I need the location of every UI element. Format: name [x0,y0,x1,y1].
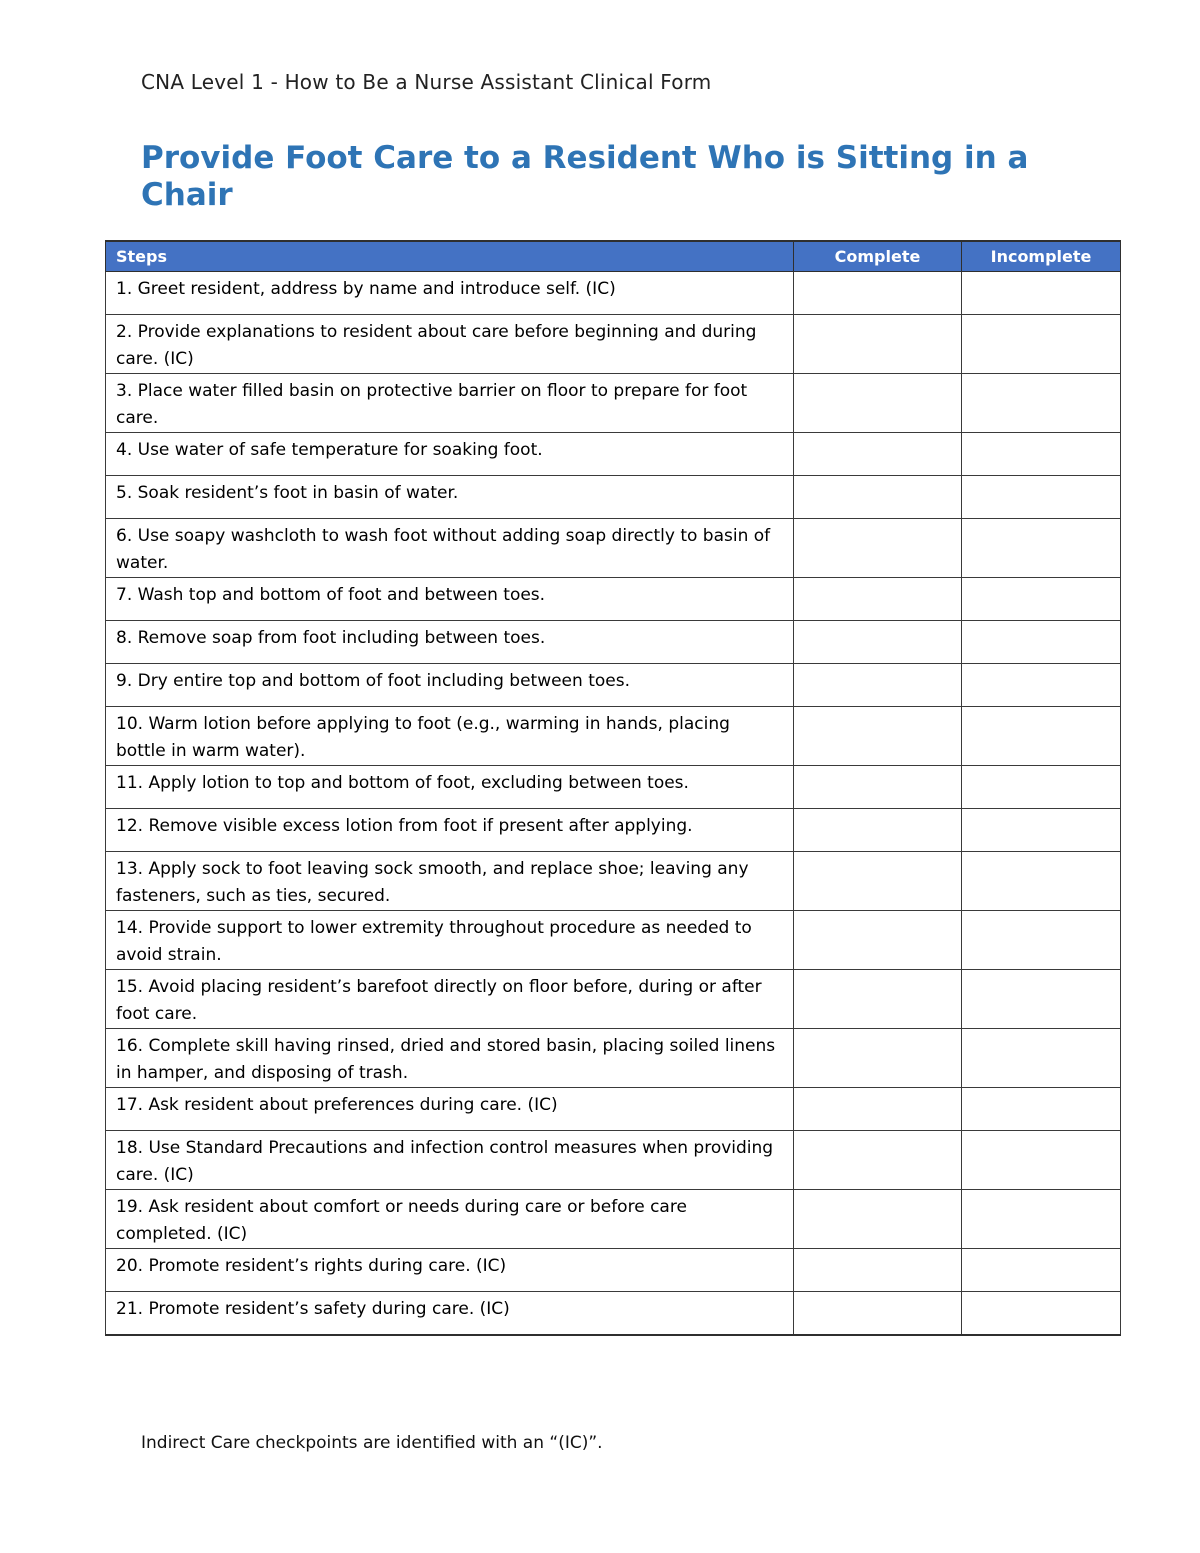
table-row [106,1088,1121,1131]
indirect-care-footnote: Indirect Care checkpoints are identified with an “(IC)”. [141,1433,603,1453]
table-row [106,315,1121,374]
steps-checklist-table [105,240,1121,1336]
step-text: 16. Complete skill having rinsed, dried and stored basin, placing soiled linens in hamper, and disposing of trash. [106,1029,794,1088]
incomplete-cell[interactable] [962,766,1121,809]
step-text: 13. Apply sock to foot leaving sock smooth, and replace shoe; leaving any fasteners, such as ties, secured. [106,852,794,911]
step-text: 3. Place water filled basin on protective barrier on floor to prepare for foot care. [106,374,794,433]
incomplete-cell[interactable] [962,664,1121,707]
incomplete-cell[interactable] [962,374,1121,433]
table-row [106,519,1121,578]
incomplete-cell[interactable] [962,1190,1121,1249]
step-text: 8. Remove soap from foot including between toes. [106,621,794,664]
incomplete-cell[interactable] [962,272,1121,315]
incomplete-cell[interactable] [962,809,1121,852]
complete-cell[interactable] [794,621,962,664]
incomplete-cell[interactable] [962,970,1121,1029]
table-row [106,621,1121,664]
complete-cell[interactable] [794,766,962,809]
table-row [106,852,1121,911]
step-text: 21. Promote resident’s safety during care. (IC) [106,1292,794,1336]
step-text: 18. Use Standard Precautions and infection control measures when providing care. (IC) [106,1131,794,1190]
complete-cell[interactable] [794,809,962,852]
complete-cell[interactable] [794,852,962,911]
page-title: Provide Foot Care to a Resident Who is Sitting in a Chair [141,140,1029,213]
incomplete-cell[interactable] [962,519,1121,578]
complete-cell[interactable] [794,1088,962,1131]
complete-cell[interactable] [794,1292,962,1336]
table-row [106,374,1121,433]
step-text: 6. Use soapy washcloth to wash foot without adding soap directly to basin of water. [106,519,794,578]
incomplete-cell[interactable] [962,1088,1121,1131]
table-row [106,578,1121,621]
incomplete-cell[interactable] [962,852,1121,911]
complete-cell[interactable] [794,707,962,766]
complete-cell[interactable] [794,578,962,621]
column-header-incomplete: Incomplete [962,241,1121,272]
step-text: 2. Provide explanations to resident about care before beginning and during care. (IC) [106,315,794,374]
complete-cell[interactable] [794,1249,962,1292]
incomplete-cell[interactable] [962,707,1121,766]
complete-cell[interactable] [794,374,962,433]
complete-cell[interactable] [794,664,962,707]
incomplete-cell[interactable] [962,578,1121,621]
table-row [106,1292,1121,1336]
table-row [106,433,1121,476]
table-row [106,1131,1121,1190]
column-header-steps: Steps [106,241,794,272]
step-text: 10. Warm lotion before applying to foot (e.g., warming in hands, placing bottle in warm water). [106,707,794,766]
complete-cell[interactable] [794,1131,962,1190]
complete-cell[interactable] [794,970,962,1029]
step-text: 17. Ask resident about preferences during care. (IC) [106,1088,794,1131]
step-text: 20. Promote resident’s rights during care. (IC) [106,1249,794,1292]
step-text: 5. Soak resident’s foot in basin of water. [106,476,794,519]
complete-cell[interactable] [794,519,962,578]
step-text: 14. Provide support to lower extremity throughout procedure as needed to avoid strain. [106,911,794,970]
incomplete-cell[interactable] [962,1131,1121,1190]
incomplete-cell[interactable] [962,1249,1121,1292]
column-header-complete: Complete [794,241,962,272]
table-row [106,272,1121,315]
complete-cell[interactable] [794,1190,962,1249]
incomplete-cell[interactable] [962,433,1121,476]
incomplete-cell[interactable] [962,1292,1121,1336]
step-text: 11. Apply lotion to top and bottom of foot, excluding between toes. [106,766,794,809]
complete-cell[interactable] [794,272,962,315]
table-row [106,476,1121,519]
step-text: 15. Avoid placing resident’s barefoot directly on floor before, during or after foot care. [106,970,794,1029]
table-row [106,1249,1121,1292]
complete-cell[interactable] [794,433,962,476]
step-text: 7. Wash top and bottom of foot and between toes. [106,578,794,621]
document-header: CNA Level 1 - How to Be a Nurse Assistant Clinical Form [141,70,712,94]
step-text: 19. Ask resident about comfort or needs during care or before care completed. (IC) [106,1190,794,1249]
table-row [106,911,1121,970]
step-text: 12. Remove visible excess lotion from foot if present after applying. [106,809,794,852]
table-row [106,766,1121,809]
complete-cell[interactable] [794,1029,962,1088]
table-row [106,970,1121,1029]
complete-cell[interactable] [794,315,962,374]
incomplete-cell[interactable] [962,315,1121,374]
step-text: 1. Greet resident, address by name and introduce self. (IC) [106,272,794,315]
table-header-row [106,241,1121,272]
table-row [106,1190,1121,1249]
incomplete-cell[interactable] [962,621,1121,664]
incomplete-cell[interactable] [962,1029,1121,1088]
table-row [106,809,1121,852]
incomplete-cell[interactable] [962,911,1121,970]
complete-cell[interactable] [794,476,962,519]
table-row [106,1029,1121,1088]
step-text: 9. Dry entire top and bottom of foot including between toes. [106,664,794,707]
table-row [106,707,1121,766]
incomplete-cell[interactable] [962,476,1121,519]
table-row [106,664,1121,707]
step-text: 4. Use water of safe temperature for soaking foot. [106,433,794,476]
complete-cell[interactable] [794,911,962,970]
